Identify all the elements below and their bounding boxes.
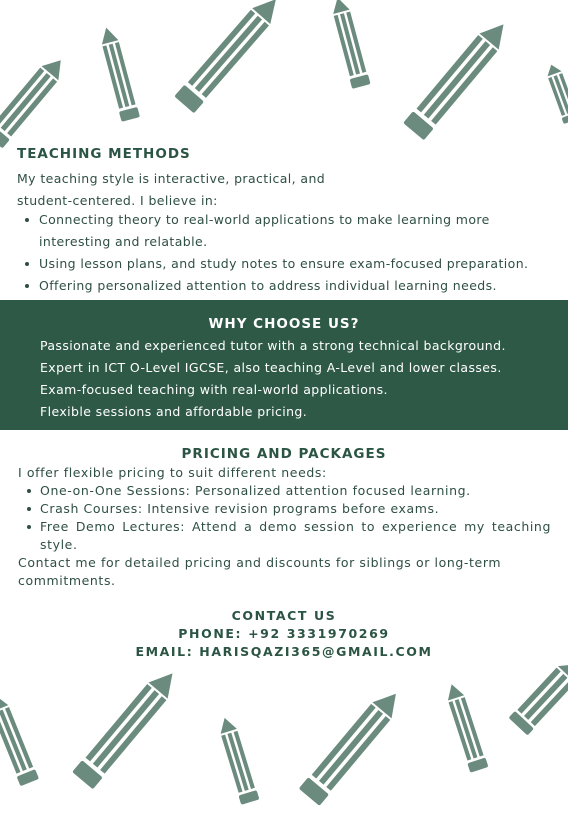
pricing-heading: PRICING AND PACKAGES — [181, 446, 387, 462]
bullet-icon — [25, 218, 29, 222]
bullet-icon — [25, 262, 29, 266]
list-item: Flexible sessions and affordable pricing. — [40, 404, 308, 419]
list-item-text: Offering personalized attention to address individual learning needs. — [39, 278, 497, 293]
pencil-icon — [291, 677, 414, 813]
bullet-icon — [27, 489, 31, 493]
pencil-icon — [64, 657, 190, 797]
list-item — [0, 500, 551, 518]
list-item-text: Free Demo Lectures: Attend a demo session to experience my teaching style. — [40, 519, 551, 552]
pencil-icon — [209, 708, 266, 812]
list-item: Passionate and experienced tutor with a strong technical background. — [40, 338, 506, 353]
list-item: Exam-focused teaching with real-world applications. — [40, 382, 388, 397]
pencil-icon — [501, 647, 568, 742]
teaching-methods-intro: My teaching style is interactive, practical, and student-centered. I believe in: — [17, 171, 326, 208]
pencil-icon — [90, 18, 146, 129]
contact-heading: CONTACT US — [231, 608, 337, 623]
list-item — [0, 275, 539, 297]
contact-phone: PHONE: +92 3331970269 — [178, 626, 390, 641]
list-item — [0, 482, 551, 500]
pencil-icon — [322, 0, 377, 96]
pricing-outro: Contact me for detailed pricing and discounts for siblings or long-term commitments. — [18, 555, 502, 588]
why-choose-us-section — [0, 300, 568, 430]
list-item — [0, 253, 539, 275]
pencil-icon — [167, 0, 294, 121]
pencil-icon — [536, 55, 568, 132]
pricing-list — [0, 482, 551, 554]
pencil-icon — [395, 8, 521, 148]
pencil-icon — [0, 683, 46, 793]
bullet-icon — [25, 284, 29, 288]
why-choose-us-heading: WHY CHOOSE US? — [208, 316, 360, 332]
list-item-text: One-on-One Sessions: Personalized attention focused learning. — [40, 483, 471, 498]
pencil-icon — [0, 44, 78, 155]
bullet-icon — [27, 525, 31, 529]
contact-email: EMAIL: HARISQAZI365@GMAIL.COM — [135, 644, 433, 659]
list-item — [0, 518, 551, 554]
list-item: Expert in ICT O-Level IGCSE, also teaching A-Level and lower classes. — [40, 360, 502, 375]
teaching-methods-list — [0, 209, 539, 297]
list-item — [0, 209, 539, 253]
pencil-icon — [435, 674, 494, 780]
list-item-text: Using lesson plans, and study notes to ensure exam-focused preparation. — [39, 256, 529, 271]
teaching-methods-heading: TEACHING METHODS — [17, 146, 191, 162]
list-item-text: Connecting theory to real-world applications to make learning more interesting and relatable. — [39, 212, 490, 249]
pricing-intro: I offer flexible pricing to suit different needs: — [18, 465, 327, 480]
list-item-text: Crash Courses: Intensive revision programs before exams. — [40, 501, 440, 516]
bullet-icon — [27, 507, 31, 511]
why-choose-us-list — [40, 335, 506, 423]
contact-section — [0, 607, 568, 661]
